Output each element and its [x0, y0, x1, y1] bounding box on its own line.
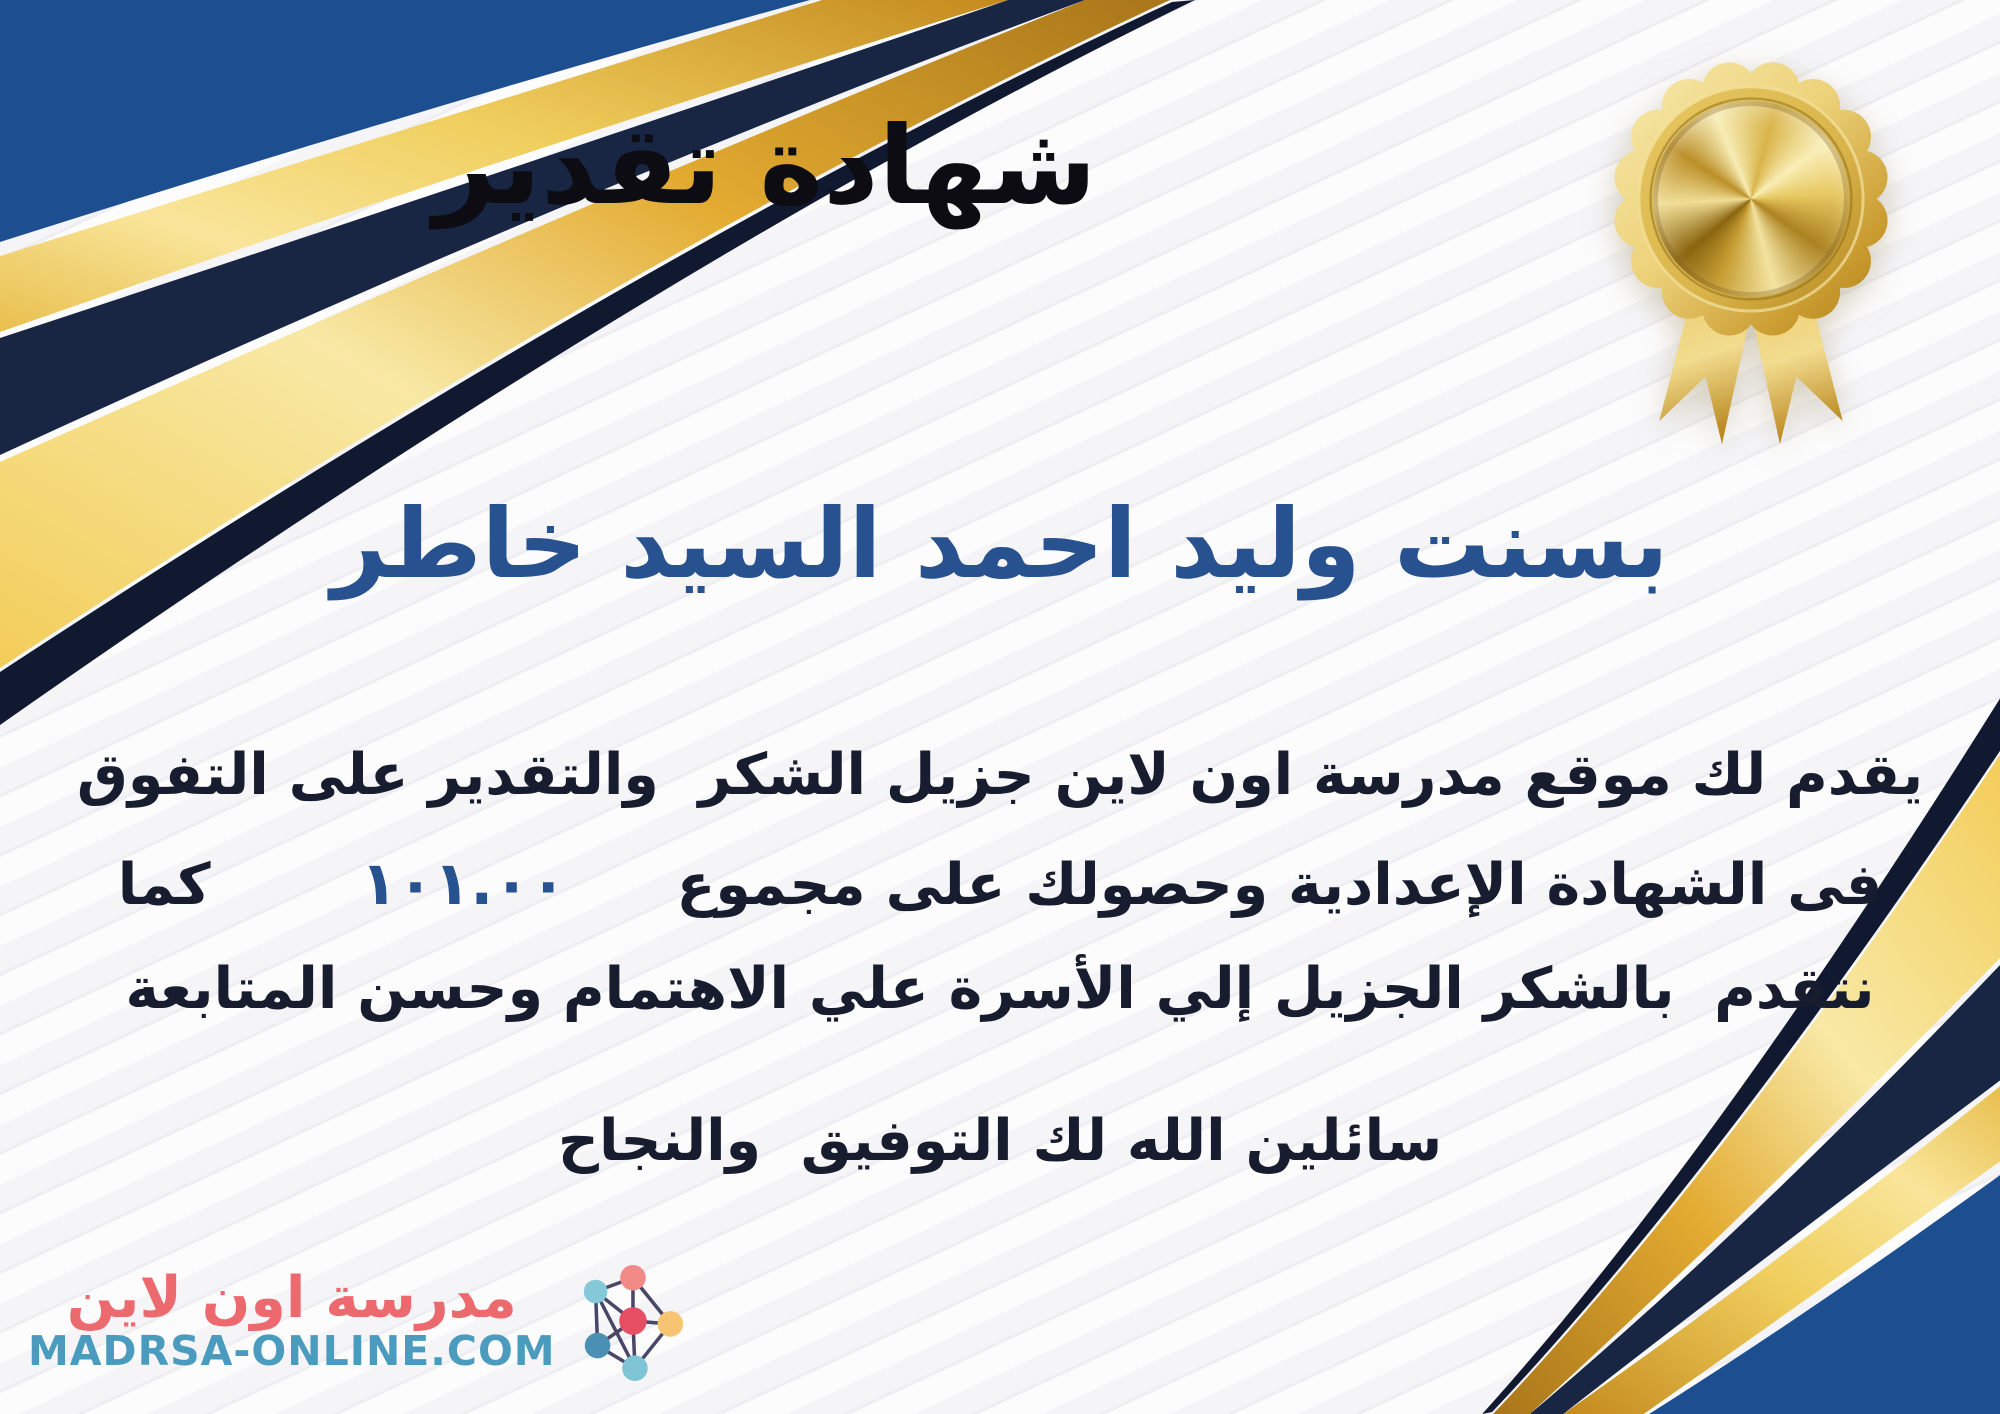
gold-medal-icon [1606, 54, 1896, 452]
certificate-title: شهادة تقدير [433, 104, 1097, 229]
network-logo-icon [572, 1252, 690, 1390]
logo-arabic-name: مدرسة اون لاين [66, 1264, 517, 1331]
node-right [657, 1311, 683, 1337]
closing-blessing: سائلين الله لك التوفيق والنجاح [557, 1108, 1443, 1174]
node-lower-left [584, 1333, 610, 1359]
node-upper-left [583, 1280, 607, 1304]
body-line-1: يقدم لك موقع مدرسة اون لاين جزيل الشكر والتقدير على التفوق [76, 742, 1924, 808]
recipient-name: بسنت وليد احمد السيد خاطر [331, 488, 1669, 600]
node-center [619, 1307, 647, 1335]
body-line-2 [25, 849, 1975, 919]
score-value: ١٠١.٠٠ [360, 849, 567, 919]
body-line-2-text: فى الشهادة الإعدادية وحصولك على مجموع [676, 852, 1883, 918]
medal-shiny-disc [1653, 101, 1849, 297]
logo-domain: MADRSA-ONLINE.COM [28, 1327, 556, 1376]
site-logo [28, 1252, 690, 1390]
body-line-2-tail: كما [117, 852, 211, 918]
site-logo-text [28, 1264, 556, 1376]
node-top [620, 1265, 646, 1291]
body-line-3: نتقدم بالشكر الجزيل إلي الأسرة علي الاهتمام وحسن المتابعة [125, 956, 1875, 1022]
node-bottom [622, 1355, 648, 1381]
